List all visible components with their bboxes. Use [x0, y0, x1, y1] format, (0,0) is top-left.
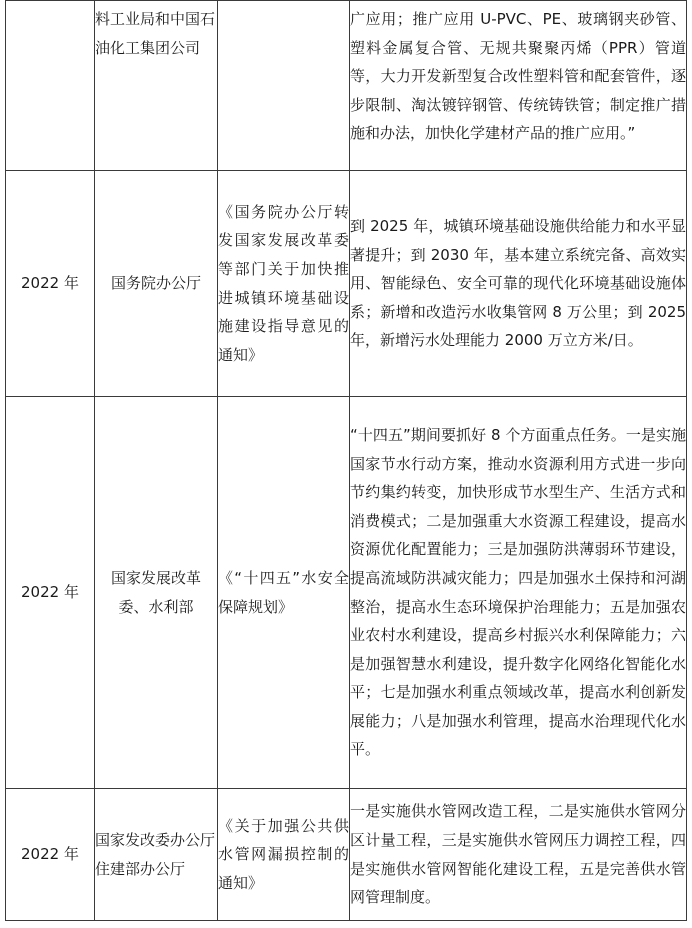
document-cell: 《关于加强公共供水管网漏损控制的通知》 [218, 789, 350, 921]
year-cell: 2022 年 [6, 397, 95, 789]
table-row [6, 397, 687, 789]
year-cell: 2022 年 [6, 171, 95, 397]
year-cell: 2022 年 [6, 789, 95, 921]
table-row [6, 1, 687, 171]
department-cell: 国家发展改革委、水利部 [95, 397, 218, 789]
table-row [6, 789, 687, 921]
content-cell: 到 2025 年，城镇环境基础设施供给能力和水平显著提升；到 2030 年，基本建立系统完备、高效实用、智能绿色、安全可靠的现代化环境基础设施体系；新增和改造污水收集管网 8 万公里；到 2025 年，新增污水处理能力 2000 万立方米/日。 [350, 171, 687, 397]
content-cell: 一是实施供水管网改造工程，二是实施供水管网分区计量工程，三是实施供水管网压力调控工程，四是实施供水管网智能化建设工程，五是完善供水管网管理制度。 [350, 789, 687, 921]
table-row [6, 171, 687, 397]
content-cell: 广应用；推广应用 U-PVC、PE、玻璃钢夹砂管、塑料金属复合管、无规共聚聚丙烯（PPR）管道等，大力开发新型复合改性塑料管和配套管件，逐步限制、淘汰镀锌钢管、传统铸铁管；制定推广措施和办法，加快化学建材产品的推广应用。” [350, 1, 687, 171]
department-cell: 料工业局和中国石油化工集团公司 [95, 1, 218, 171]
content-cell: “十四五”期间要抓好 8 个方面重点任务。一是实施国家节水行动方案，推动水资源利用方式进一步向节约集约转变，加快形成节水型生产、生活方式和消费模式；二是加强重大水资源工程建设，提高水资源优化配置能力；三是加强防洪薄弱环节建设，提高流域防洪减灾能力；四是加强水土保持和河湖整治，提高水生态环境保护治理能力；五是加强农业农村水利建设，提高乡村振兴水利保障能力；六是加强智慧水利建设，提升数字化网络化智能化水平；七是加强水利重点领域改革，提高水利创新发展能力；八是加强水利管理，提高水治理现代化水平。 [350, 397, 687, 789]
policy-table [5, 0, 687, 921]
department-cell: 国务院办公厅 [95, 171, 218, 397]
document-cell: 《“十四五”水安全保障规划》 [218, 397, 350, 789]
document-cell [218, 1, 350, 171]
department-cell: 国家发改委办公厅住建部办公厅 [95, 789, 218, 921]
document-cell: 《国务院办公厅转发国家发展改革委等部门关于加快推进城镇环境基础设施建设指导意见的通知》 [218, 171, 350, 397]
year-cell [6, 1, 95, 171]
